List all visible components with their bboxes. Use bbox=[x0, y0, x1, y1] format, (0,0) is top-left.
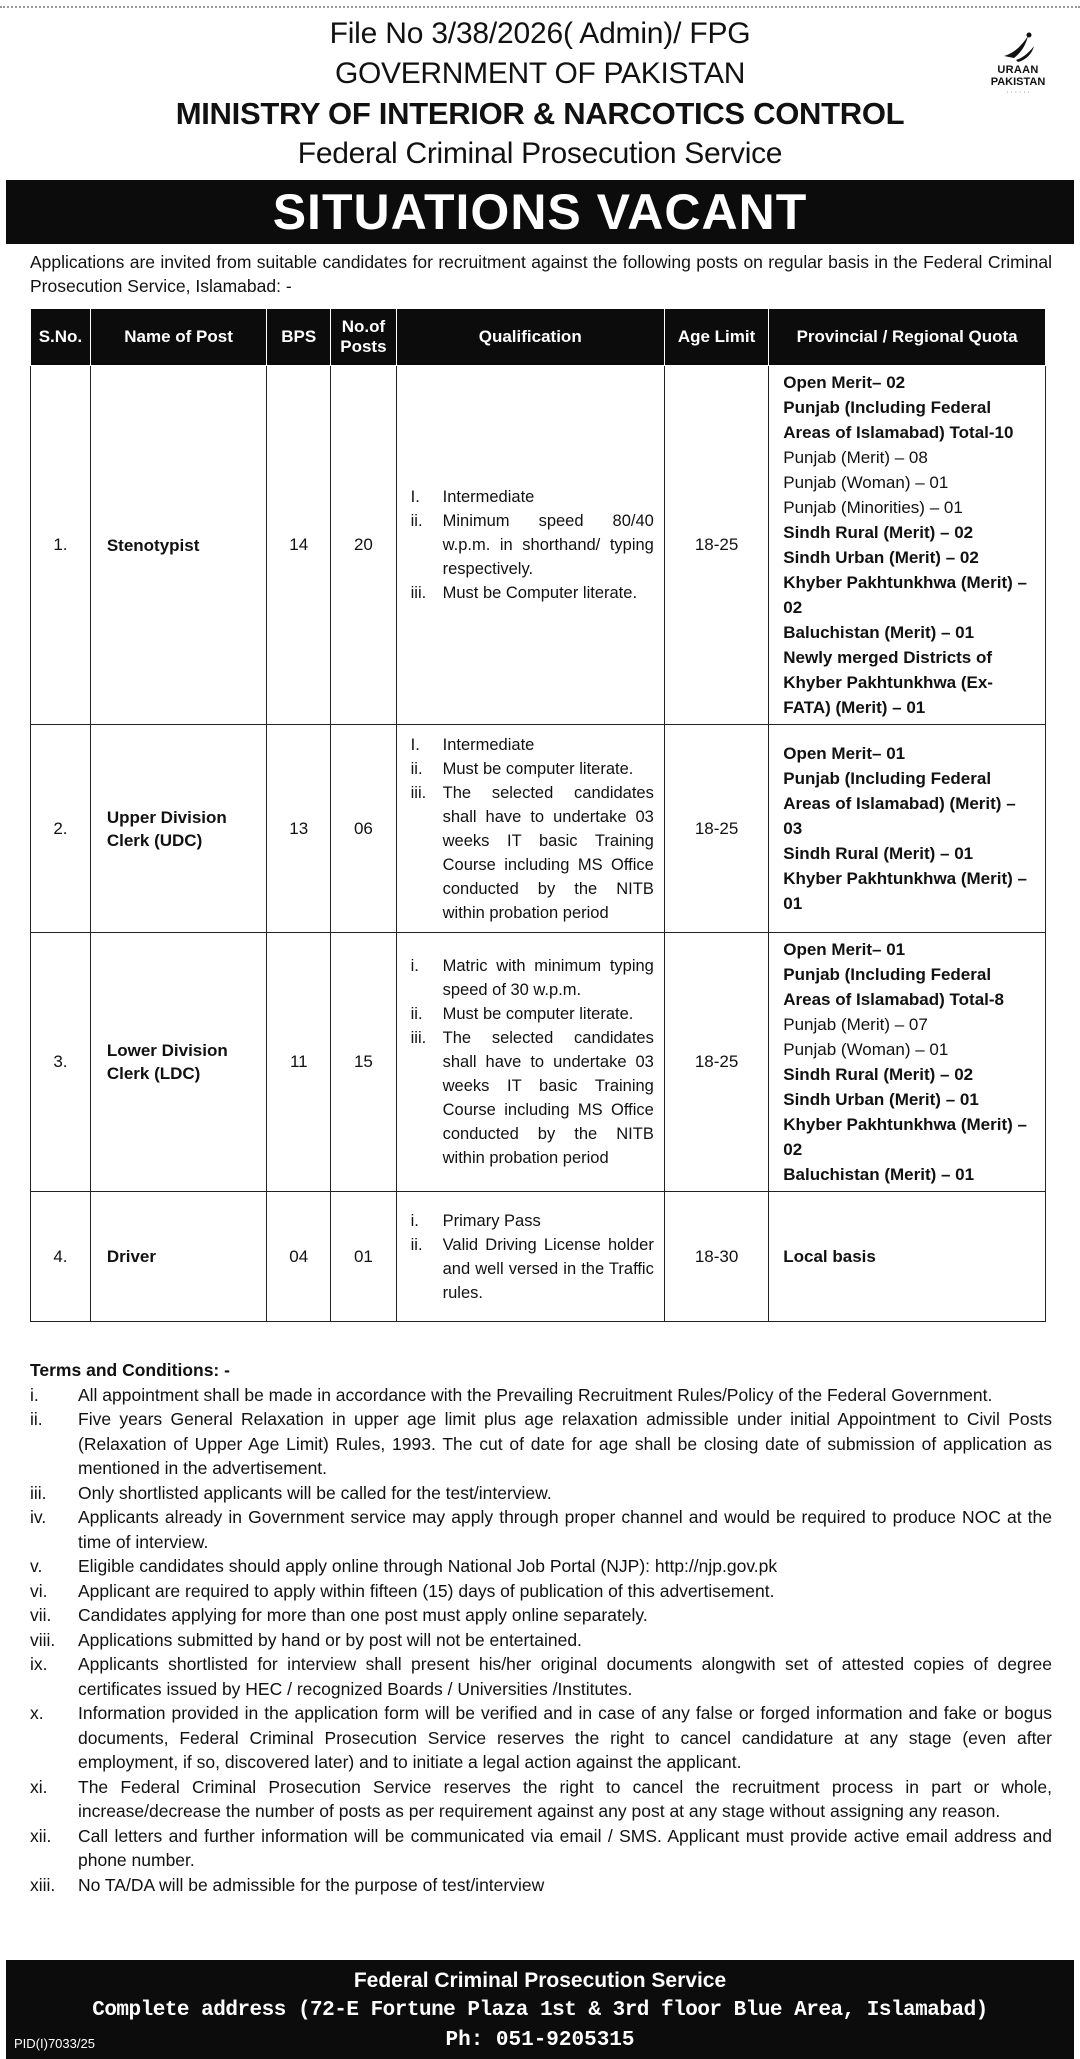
terms-list bbox=[30, 1383, 1052, 1898]
ministry-title: MINISTRY OF INTERIOR & NARCOTICS CONTROL bbox=[175, 96, 905, 131]
table-body bbox=[31, 366, 1046, 1322]
qualification-item bbox=[411, 1026, 654, 1170]
terms-number: ix. bbox=[30, 1654, 48, 1674]
qualification-number: iii. bbox=[410, 584, 427, 602]
terms-text: Candidates applying for more than one post must apply online separately. bbox=[78, 1605, 648, 1625]
header-quota: Provincial / Regional Quota bbox=[769, 309, 1046, 366]
quota-line: Punjab (Merit) – 07 bbox=[783, 1015, 928, 1034]
cell-qualification bbox=[396, 1192, 664, 1322]
quota-line: Punjab (Merit) – 08 bbox=[783, 448, 928, 467]
qualification-number: i. bbox=[410, 1211, 419, 1230]
qualification-text: Minimum speed 80/40 w.p.m. in shorthand/ typing respectively. bbox=[442, 512, 654, 578]
cell-bps: 14 bbox=[267, 366, 331, 725]
terms-number: ii. bbox=[30, 1409, 43, 1429]
footer-org: Federal Criminal Prosecution Service bbox=[353, 1969, 727, 1992]
footer-address: Complete address (72-E Fortune Plaza 1st & 3rd floor Blue Area, Islamabad) bbox=[92, 1999, 988, 2022]
cell-bps: 04 bbox=[267, 1192, 331, 1322]
posts-table bbox=[30, 308, 1046, 1322]
terms-number: iv. bbox=[30, 1507, 47, 1527]
cell-qualification bbox=[396, 933, 664, 1192]
quota-line: Newly merged Districts of Khyber Pakhtunkhwa (Ex-FATA) (Merit) – 01 bbox=[783, 648, 993, 717]
qualification-item bbox=[411, 509, 654, 581]
quota-list bbox=[769, 933, 1045, 1191]
qualification-text: Must be computer literate. bbox=[442, 1005, 634, 1023]
cell-bps: 13 bbox=[267, 725, 331, 933]
qualification-item bbox=[411, 581, 654, 605]
terms-text: Applicants shortlisted for interview shall present his/her original documents alongwith set of attested copies of degree certificates issued by HEC / recognized Boards / Universities /Institutes. bbox=[78, 1654, 1052, 1699]
qualification-list bbox=[397, 733, 664, 925]
quota-line: Open Merit– 02 bbox=[783, 373, 906, 392]
cell-qualification bbox=[396, 725, 664, 933]
terms-text: The Federal Criminal Prosecution Service reserves the right to cancel the recruitment process in part or whole, increase/decrease the number of posts as per requirement against any post at any stage without assigning any reason. bbox=[78, 1776, 1052, 1821]
qualification-number: ii. bbox=[410, 512, 423, 530]
situations-vacant-banner: SITUATIONS VACANT bbox=[6, 180, 1074, 244]
header-posts-line1: No.of bbox=[341, 317, 386, 336]
quota-line: Sindh Rural (Merit) – 02 bbox=[783, 1065, 974, 1084]
cell-quota bbox=[769, 725, 1046, 933]
qualification-text: Must be Computer literate. bbox=[442, 584, 638, 602]
terms-number: x. bbox=[30, 1703, 44, 1723]
qualification-list bbox=[397, 485, 664, 605]
post-name-line1: Upper Division bbox=[106, 807, 227, 827]
terms-text: Call letters and further information will be communicated via email / SMS. Applicant must provide active email address and phone number. bbox=[78, 1825, 1052, 1870]
quota-line: Open Merit– 01 bbox=[783, 940, 906, 959]
terms-item bbox=[30, 1407, 1052, 1481]
qualification-number: iii. bbox=[410, 783, 427, 802]
logo-line-3: · · · · · · bbox=[1006, 89, 1030, 96]
cell-post-name bbox=[90, 366, 267, 725]
qualification-text: Primary Pass bbox=[442, 1211, 541, 1230]
terms-number: iii. bbox=[30, 1482, 47, 1503]
table-row bbox=[31, 1192, 1046, 1322]
quota-line: Punjab (Including Federal Areas of Islamabad) Total-8 bbox=[783, 965, 1004, 1009]
terms-item bbox=[30, 1701, 1052, 1775]
terms-item bbox=[30, 1383, 1052, 1408]
quota-line: Sindh Rural (Merit) – 01 bbox=[783, 844, 974, 863]
header-qualification: Qualification bbox=[396, 309, 664, 366]
bird-icon bbox=[998, 30, 1038, 64]
terms-item bbox=[30, 1505, 1052, 1554]
header-posts bbox=[331, 309, 396, 366]
cell-age: 18-25 bbox=[664, 933, 768, 1192]
qualification-number: ii. bbox=[410, 1235, 423, 1254]
terms-number: vi. bbox=[30, 1580, 48, 1601]
quota-line: Baluchistan (Merit) – 01 bbox=[783, 623, 975, 642]
header-sno: S.No. bbox=[31, 309, 91, 366]
terms-number: xii. bbox=[30, 1825, 52, 1846]
qualification-text: Valid Driving License holder and well versed in the Traffic rules. bbox=[442, 1235, 654, 1302]
uraan-pakistan-logo bbox=[978, 30, 1058, 130]
cell-quota bbox=[769, 933, 1046, 1192]
cell-age: 18-25 bbox=[664, 725, 768, 933]
terms-title: Terms and Conditions: - bbox=[30, 1360, 230, 1380]
intro-paragraph: Applications are invited from suitable candidates for recruitment against the following posts on regular basis in the Federal Criminal Prosecution Service, Islamabad: - bbox=[30, 252, 1052, 296]
post-name-line1: Driver bbox=[106, 1247, 156, 1266]
cell-sno: 1. bbox=[31, 366, 91, 725]
qualification-text: Intermediate bbox=[442, 735, 535, 754]
table-row bbox=[31, 366, 1046, 725]
terms-text: Five years General Relaxation in upper age limit plus age relaxation admissible under initial Appointment to Civil Posts (Relaxation of Upper Age Limit) Rules, 1993. The cut of date for age shall be closing date of submission of application as mentioned in the advertisement. bbox=[78, 1409, 1052, 1478]
post-name-line1: Lower Division bbox=[106, 1041, 228, 1060]
qualification-text: The selected candidates shall have to undertake 03 weeks IT basic Training Course including MS Office conducted by the NITB within probation period bbox=[442, 1029, 654, 1167]
footer bbox=[6, 1960, 1074, 2059]
qualification-number: I. bbox=[410, 488, 420, 506]
header bbox=[0, 14, 1080, 174]
qualification-item bbox=[411, 1002, 654, 1026]
post-name-line2: Clerk (UDC) bbox=[106, 830, 203, 850]
cell-age: 18-30 bbox=[664, 1192, 768, 1322]
cell-posts: 06 bbox=[331, 725, 396, 933]
quota-line: Khyber Pakhtunkhwa (Merit) – 02 bbox=[783, 1115, 1027, 1159]
quota-line: Punjab (Woman) – 01 bbox=[783, 473, 949, 492]
terms-item bbox=[30, 1824, 1052, 1873]
cell-posts: 01 bbox=[331, 1192, 396, 1322]
quota-line: Punjab (Including Federal Areas of Islamabad) (Merit) – 03 bbox=[783, 769, 1016, 838]
terms-number: vii. bbox=[30, 1605, 52, 1625]
qualification-list bbox=[397, 954, 664, 1170]
government-title: GOVERNMENT OF PAKISTAN bbox=[334, 57, 746, 90]
post-name-line1: Stenotypist bbox=[106, 535, 200, 555]
cell-qualification bbox=[396, 366, 664, 725]
qualification-text: Intermediate bbox=[442, 488, 535, 506]
quota-line: Open Merit– 01 bbox=[783, 744, 906, 763]
terms-number: i. bbox=[30, 1384, 39, 1405]
qualification-number: I. bbox=[410, 735, 420, 754]
terms-item bbox=[30, 1603, 1052, 1628]
cell-post-name bbox=[90, 933, 267, 1192]
footer-pid: PID(I)7033/25 bbox=[14, 2036, 95, 2051]
table-row bbox=[31, 725, 1046, 933]
cell-sno: 4. bbox=[31, 1192, 91, 1322]
qualification-item bbox=[411, 733, 654, 757]
cell-quota bbox=[769, 366, 1046, 725]
qualification-text: The selected candidates shall have to undertake 03 weeks IT basic Training Course including MS Office conducted by the NITB within probation period bbox=[442, 783, 654, 922]
terms-text: No TA/DA will be admissible for the purpose of test/interview bbox=[78, 1874, 545, 1895]
cell-age: 18-25 bbox=[664, 366, 768, 725]
terms-item bbox=[30, 1873, 1052, 1898]
terms-text: Only shortlisted applicants will be called for the test/interview. bbox=[78, 1482, 552, 1503]
qualification-number: i. bbox=[410, 957, 419, 975]
terms-text: Applicants already in Government service may apply through proper channel and would be required to produce NOC at the time of interview. bbox=[78, 1507, 1052, 1552]
cell-post-name bbox=[90, 725, 267, 933]
terms-number: v. bbox=[30, 1556, 43, 1576]
terms-section bbox=[30, 1358, 1052, 1897]
header-age: Age Limit bbox=[664, 309, 768, 366]
terms-item bbox=[30, 1775, 1052, 1824]
qualification-item bbox=[411, 1209, 654, 1233]
quota-line: Punjab (Minorities) – 01 bbox=[783, 498, 963, 517]
cell-bps: 11 bbox=[267, 933, 331, 1192]
terms-text: Applicant are required to apply within fifteen (15) days of publication of this advertisement. bbox=[78, 1580, 775, 1601]
terms-item bbox=[30, 1628, 1052, 1653]
terms-text: Eligible candidates should apply online through National Job Portal (NJP): http://njp.gov.pk bbox=[78, 1556, 778, 1576]
header-posts-line2: Posts bbox=[340, 337, 387, 356]
cell-posts: 20 bbox=[331, 366, 396, 725]
logo-line-1: URAAN bbox=[997, 64, 1039, 76]
quota-line: Khyber Pakhtunkhwa (Merit) – 02 bbox=[783, 573, 1027, 617]
terms-item bbox=[30, 1554, 1052, 1579]
table-row bbox=[31, 933, 1046, 1192]
post-name-line2: Clerk (LDC) bbox=[106, 1064, 201, 1083]
qualification-number: ii. bbox=[410, 1005, 423, 1023]
qualification-number: ii. bbox=[410, 759, 423, 778]
cell-posts: 15 bbox=[331, 933, 396, 1192]
terms-number: xi. bbox=[30, 1776, 48, 1797]
qualification-item bbox=[411, 781, 654, 925]
qualification-item bbox=[411, 1233, 654, 1305]
terms-item bbox=[30, 1481, 1052, 1506]
cell-quota bbox=[769, 1192, 1046, 1322]
top-divider bbox=[0, 0, 1080, 8]
terms-text: Applications submitted by hand or by post will not be entertained. bbox=[78, 1629, 582, 1650]
qualification-item bbox=[411, 757, 654, 781]
terms-number: xiii. bbox=[30, 1874, 56, 1895]
qualification-text: Matric with minimum typing speed of 30 w.p.m. bbox=[442, 957, 654, 999]
terms-item bbox=[30, 1579, 1052, 1604]
footer-phone: Ph: 051-9205315 bbox=[445, 2029, 635, 2052]
header-name: Name of Post bbox=[90, 309, 267, 366]
cell-sno: 3. bbox=[31, 933, 91, 1192]
terms-number: viii. bbox=[30, 1629, 56, 1650]
qualification-text: Must be computer literate. bbox=[442, 759, 634, 778]
quota-line: Local basis bbox=[783, 1247, 876, 1266]
qualification-list bbox=[397, 1209, 664, 1305]
quota-list bbox=[769, 366, 1045, 724]
quota-line: Baluchistan (Merit) – 01 bbox=[783, 1165, 975, 1184]
table-header-row bbox=[31, 309, 1046, 366]
quota-line: Sindh Urban (Merit) – 01 bbox=[783, 1090, 979, 1109]
logo-line-2: PAKISTAN bbox=[990, 76, 1046, 88]
file-number: File No 3/38/2026( Admin)/ FPG bbox=[329, 17, 751, 50]
cell-sno: 2. bbox=[31, 725, 91, 933]
quota-line: Khyber Pakhtunkhwa (Merit) – 01 bbox=[783, 869, 1027, 913]
qualification-item bbox=[411, 485, 654, 509]
service-title: Federal Criminal Prosecution Service bbox=[297, 137, 783, 170]
qualification-number: iii. bbox=[410, 1029, 427, 1047]
terms-text: Information provided in the application form will be verified and in case of any false or forged information and fake or bogus documents, Federal Criminal Prosecution Service reserves the right to cancel candidature at any stage (even after employment, if so, discovered later) and to initiate a legal action against the applicant. bbox=[78, 1703, 1052, 1772]
quota-list bbox=[769, 737, 1045, 920]
header-bps: BPS bbox=[267, 309, 331, 366]
quota-line: Punjab (Woman) – 01 bbox=[783, 1040, 949, 1059]
terms-item bbox=[30, 1652, 1052, 1701]
quota-line: Sindh Urban (Merit) – 02 bbox=[783, 548, 979, 567]
terms-text: All appointment shall be made in accordance with the Prevailing Recruitment Rules/Policy of the Federal Government. bbox=[78, 1384, 993, 1405]
qualification-item bbox=[411, 954, 654, 1002]
quota-list bbox=[769, 1240, 1045, 1273]
cell-post-name bbox=[90, 1192, 267, 1322]
quota-line: Punjab (Including Federal Areas of Islamabad) Total-10 bbox=[783, 398, 1014, 442]
quota-line: Sindh Rural (Merit) – 02 bbox=[783, 523, 974, 542]
